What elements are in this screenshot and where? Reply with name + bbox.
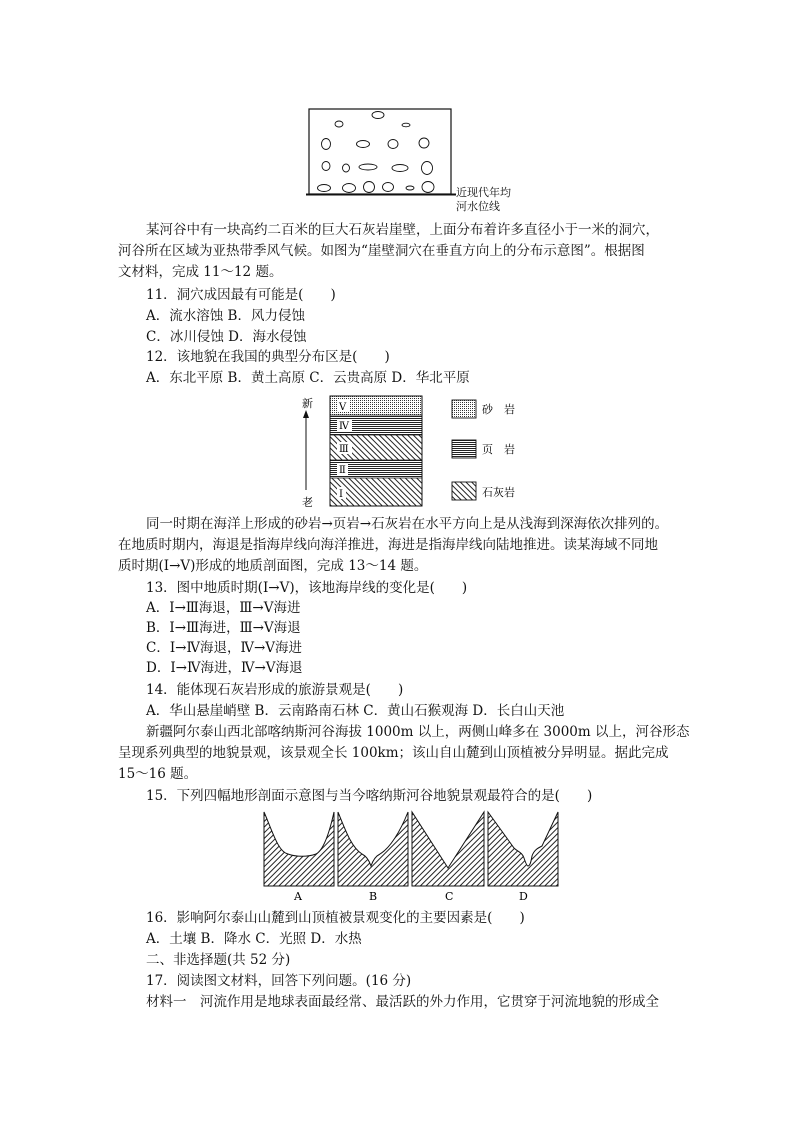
layer-v-label: Ⅴ [339, 402, 347, 413]
q16-options: A．土壤 B．降水 C．光照 D．水热 [146, 931, 362, 947]
profile-c [412, 812, 484, 886]
cliff-cave-figure [306, 106, 456, 198]
profile-d [488, 812, 558, 886]
time-axis-arrow [303, 410, 309, 418]
q14-options: A．华山悬崖峭壁 B．云南路南石林 C．黄山石猴观海 D．长白山天池 [146, 703, 565, 719]
q16-stem: 16．影响阿尔泰山山麓到山顶植被景观变化的主要因素是( ) [146, 910, 525, 926]
layer-iii-label: Ⅲ [339, 444, 349, 455]
passage-xinjiang-line3: 15～16 题。 [118, 766, 198, 782]
q13-option-c: C．Ⅰ→Ⅳ海退，Ⅳ→Ⅴ海进 [146, 640, 303, 656]
profile-c-label: C [445, 890, 454, 903]
water-level-label-line1: 近现代年均 [456, 186, 511, 199]
q15-stem: 15．下列四幅地形剖面示意图与当今喀纳斯河谷地貌景观最符合的是( ) [146, 788, 593, 804]
profile-a-label: A [294, 890, 302, 903]
layer-ii-label: Ⅱ [339, 465, 346, 476]
q17-material1: 材料一 河流作用是地球表面最经常、最活跃的外力作用，它贯穿于河流地貌的形成全 [146, 994, 659, 1010]
profile-b [338, 812, 408, 886]
legend-sandstone-label: 砂 岩 [482, 403, 515, 416]
legend-shale-label: 页 岩 [482, 443, 515, 456]
profile-b-label: B [369, 890, 378, 903]
passage-cliff-line3: 文材料，完成 11～12 题。 [118, 264, 283, 280]
legend-shale-swatch [452, 440, 476, 458]
passage-strata-line2: 在地质时期内，海退是指海岸线向海洋推进，海进是指海岸线向陆地推进。读某海域不同地 [118, 537, 658, 553]
q13-stem: 13．图中地质时期(Ⅰ→Ⅴ)，该地海岸线的变化是( ) [146, 580, 468, 596]
legend-limestone-label: 石灰岩 [482, 486, 515, 499]
water-level-label-line2: 河水位线 [456, 200, 500, 213]
axis-old-label: 老 [302, 496, 313, 509]
strata-figure [296, 392, 526, 510]
q11-options-cd: C．冰川侵蚀 D．海水侵蚀 [146, 329, 307, 345]
layer-iv-label: Ⅳ [339, 421, 349, 432]
strata-legend [452, 400, 515, 500]
legend-sandstone-swatch [452, 400, 476, 418]
q12-stem: 12．该地貌在我国的典型分布区是( ) [146, 349, 390, 365]
passage-strata-line1: 同一时期在海洋上形成的砂岩→页岩→石灰岩在水平方向上是从浅海到深海依次排列的。 [146, 516, 669, 532]
q13-option-a: A．Ⅰ→Ⅲ海退，Ⅲ→Ⅴ海进 [146, 600, 301, 616]
water-level-label [456, 186, 511, 214]
q11-stem: 11．洞穴成因最有可能是( ) [146, 287, 336, 303]
section-heading: 二、非选择题(共 52 分) [146, 952, 291, 968]
profile-d-label: D [519, 890, 528, 903]
layer-i-label: Ⅰ [339, 489, 343, 500]
passage-strata-line3: 质时期(Ⅰ→Ⅴ)形成的地质剖面图，完成 13～14 题。 [118, 558, 428, 574]
passage-xinjiang-line1: 新疆阿尔泰山西北部喀纳斯河谷海拔 1000m 以上，两侧山峰多在 3000m 以上，河谷形态 [146, 724, 690, 740]
passage-cliff-line2: 河谷所在区域为亚热带季风气候。如图为“崖壁洞穴在垂直方向上的分布示意图”。根据图 [118, 243, 645, 259]
passage-xinjiang-line2: 呈现系列典型的地貌景观，该景观全长 100km；该山自山麓到山顶植被分异明显。据此完成 [118, 745, 669, 761]
axis-new-label: 新 [302, 397, 313, 410]
legend-limestone-swatch [452, 482, 476, 500]
passage-cliff-line1: 某河谷中有一块高约二百米的巨大石灰岩崖壁，上面分布着许多直径小于一米的洞穴， [146, 222, 659, 238]
profile-a [264, 812, 334, 886]
q13-option-b: B．Ⅰ→Ⅲ海进，Ⅲ→Ⅴ海退 [146, 620, 301, 636]
valley-profile-figure [260, 808, 560, 904]
q11-options-ab: A．流水溶蚀 B．风力侵蚀 [146, 308, 305, 324]
q12-options: A．东北平原 B．黄土高原 C．云贵高原 D．华北平原 [146, 370, 470, 386]
q17-stem: 17．阅读图文材料，回答下列问题。(16 分) [146, 973, 412, 989]
q13-option-d: D．Ⅰ→Ⅳ海进，Ⅳ→Ⅴ海退 [146, 660, 303, 676]
q14-stem: 14．能体现石灰岩形成的旅游景观是( ) [146, 682, 404, 698]
